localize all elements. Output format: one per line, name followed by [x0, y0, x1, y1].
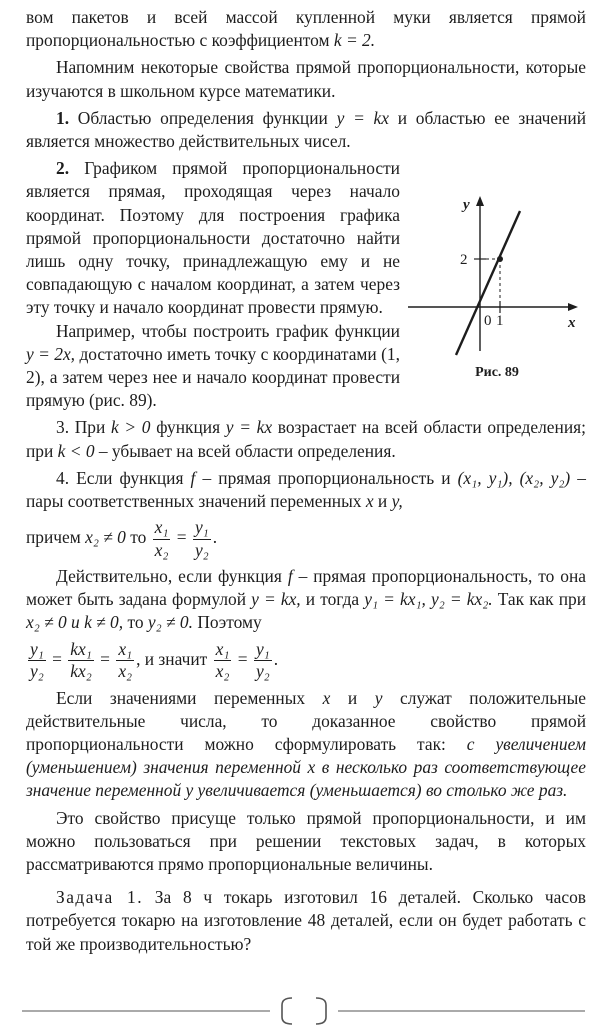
formula: k = 2.: [333, 30, 376, 51]
text-span: Графиком прямой пропорциональности является прямая, проходящая через начало координат. Поэтому для построения графика прямой пропорциональности достаточно найти лишь одну точку, принадлежащую ему и не совпадающую с началом координат, а затем через эту точку и начало координат провести прямую.: [26, 158, 400, 318]
y-axis-arrow: [476, 196, 484, 206]
equation-proof: [26, 638, 586, 682]
text-span: Действительно, если функция: [56, 566, 282, 587]
text-span: , и значит: [136, 648, 208, 669]
numerator: x₁: [153, 519, 171, 539]
formula: x₂ ≠ 0: [85, 527, 126, 548]
text-span: Так как при: [497, 589, 587, 610]
period: .: [273, 648, 279, 669]
formula: y₂ ≠ 0.: [147, 612, 193, 633]
formula: k < 0: [57, 440, 95, 461]
formula: x₂ ≠ 0 и k ≠ 0,: [26, 612, 124, 633]
text-span: возрастает на всей области определения; при: [26, 417, 586, 461]
formula: y = 2x,: [26, 343, 76, 364]
formula: f: [190, 467, 196, 488]
x-axis-arrow: [568, 303, 578, 311]
property-number: 2.: [56, 158, 70, 179]
text-span: вом пакетов и всей массой купленной муки является прямой пропорциональностью с коэффициентом: [26, 7, 586, 51]
numerator: x₁: [116, 641, 134, 661]
denominator: y₂: [194, 539, 209, 560]
italic-statement: с увеличением (уменьшением) значения переменной x в несколько раз соответствующее значение переменной y увеличивается (уменьшается) во столько же раз.: [26, 733, 586, 801]
text-span: Если значениями переменных: [56, 687, 306, 708]
text-span: и тогда: [305, 589, 360, 610]
fraction-x1-x2: [116, 638, 134, 682]
numerator: y₁: [28, 641, 46, 661]
text-span: Поэтому: [197, 612, 262, 633]
footer-bracket-left: [282, 998, 292, 1024]
text-span: и: [347, 687, 358, 708]
text-span: – пары соответственных значений переменных: [26, 467, 586, 512]
text-span: причем: [26, 527, 81, 548]
fraction-x1-x2: [214, 638, 232, 682]
text-span: служат положительные действительные числа, то доказанное свойство прямой пропорциональности можно сформулировать так:: [26, 687, 586, 754]
numerator: y₁: [254, 641, 272, 661]
axis-label-y: y: [463, 197, 470, 214]
property-1: [26, 107, 586, 153]
text-span: то: [130, 527, 147, 548]
formula: y = kx: [225, 417, 273, 438]
fraction-kx1-kx2: [68, 638, 93, 682]
text-span: и: [377, 491, 388, 512]
text-span: Например, чтобы построить график функции: [56, 320, 400, 341]
property-3: [26, 416, 586, 462]
paragraph-intro: [26, 6, 586, 52]
text-span: достаточно иметь точку с координатами (1, 2), а затем через нее и начало координат провести прямую (рис. 89).: [26, 343, 400, 411]
paragraph-positive: [26, 687, 586, 803]
formula: y = kx,: [251, 589, 301, 610]
property-4: [26, 467, 586, 513]
paragraph-usage: Это свойство присуще только прямой пропорциональности, и им можно пользоваться при решении текстовых задач, в которых рассматриваются прямо пропорциональные величины.: [26, 807, 586, 874]
text-span: Областью определения функции: [77, 107, 328, 128]
fraction-y1-y2: [254, 638, 272, 682]
period: .: [212, 527, 218, 548]
formula: x: [322, 687, 331, 708]
figure-89: [408, 155, 586, 387]
denominator: y₂: [255, 661, 270, 682]
tick-label-2: 2: [460, 252, 468, 269]
equation-ratio: [26, 519, 586, 559]
task-text: За 8 ч токарь изготовил 16 деталей. Сколько часов потребуется токарю на изготовление 48 деталей, если он будет работать с той же производительностью?: [26, 887, 586, 954]
text-span: и областью ее значений является множество действительных чисел.: [26, 107, 587, 152]
paragraph-proof: [26, 565, 586, 635]
formula: k > 0: [110, 417, 151, 438]
figure-caption: Рис. 89: [475, 365, 519, 381]
text-span: – прямая пропорциональность, то она может быть задана формулой: [26, 566, 586, 610]
paragraph-recall: Напомним некоторые свойства прямой пропорциональности, которые изучаются в школьном курсе математики.: [26, 57, 586, 101]
text-span: то: [127, 612, 144, 633]
formula: y,: [391, 491, 403, 512]
function-line: [456, 211, 520, 355]
page-body: [26, 6, 586, 956]
denominator: x₂: [154, 539, 169, 560]
denominator: x₂: [118, 661, 133, 682]
page-footer-ornament: [0, 996, 607, 1026]
denominator: y₂: [30, 661, 44, 682]
footer-bracket-right: [316, 998, 326, 1024]
denominator: x₂: [215, 661, 230, 682]
equals-sign: =: [100, 648, 110, 669]
equals-sign: =: [176, 527, 187, 548]
text-span: 4. Если функция: [56, 467, 184, 488]
formula: (x₂, y₂): [519, 467, 571, 488]
fraction-y1-y2: [193, 519, 211, 559]
tick-label-0: 0: [484, 313, 492, 330]
formula: y = kx: [336, 107, 389, 128]
denominator: kx₂: [70, 661, 92, 682]
graph-y-equals-2x: [408, 155, 586, 365]
numerator: y₁: [193, 519, 211, 539]
task-1: [26, 886, 586, 956]
text-span: – прямая пропорциональность и: [202, 467, 451, 488]
text-span: 3. При: [56, 417, 106, 438]
text-span: – убывает на всей области определения.: [98, 440, 396, 461]
numerator: kx₁: [68, 641, 93, 661]
numerator: x₁: [214, 641, 232, 661]
tick-label-1: 1: [496, 313, 504, 330]
formula: (x₁, y₁),: [457, 467, 513, 488]
formula: f: [287, 566, 293, 587]
point-1-2: [497, 256, 503, 262]
equals-sign: =: [237, 648, 248, 669]
formula: y₁ = kx₁, y₂ = kx₂.: [364, 589, 493, 610]
fraction-y1-y2: [28, 638, 46, 682]
fraction-x1-x2: [153, 519, 171, 559]
equals-sign: =: [52, 648, 62, 669]
axis-label-x: x: [568, 315, 576, 332]
task-title: Задача 1.: [56, 887, 144, 908]
text-span: функция: [156, 417, 221, 438]
formula: y: [374, 687, 383, 708]
formula: x: [365, 491, 374, 512]
property-number: 1.: [56, 107, 70, 128]
